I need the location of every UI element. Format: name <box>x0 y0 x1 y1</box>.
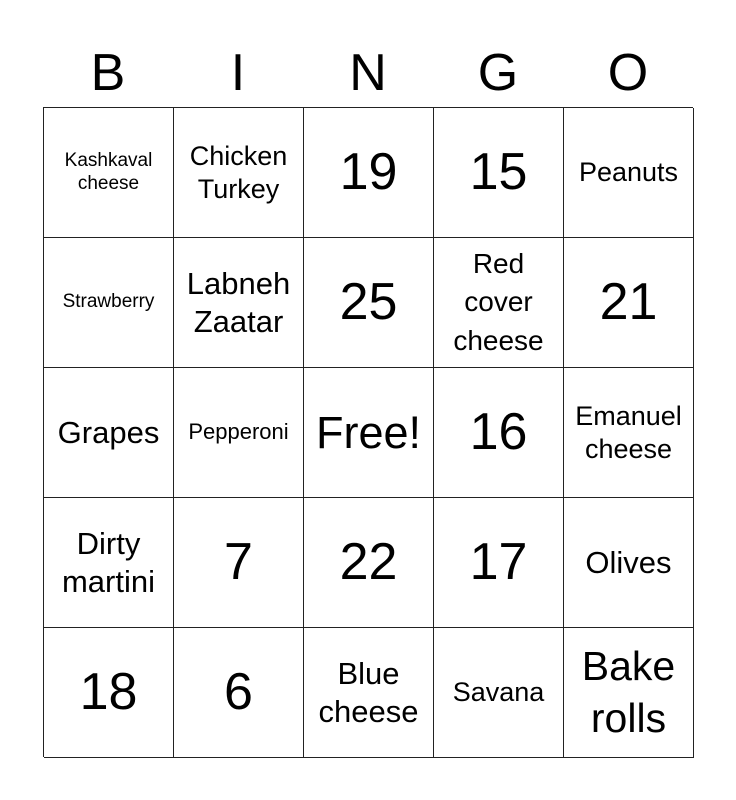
bingo-cell-r3-c1[interactable]: Grapes <box>44 368 174 498</box>
bingo-cell-r4-c1[interactable]: Dirty martini <box>44 498 174 628</box>
bingo-cell-r1-c3[interactable]: 19 <box>304 108 434 238</box>
bingo-cell-r1-c1[interactable]: Kashkaval cheese <box>44 108 174 238</box>
bingo-cell-r4-c4[interactable]: 17 <box>434 498 564 628</box>
bingo-cell-r2-c2[interactable]: Labneh Zaatar <box>174 238 304 368</box>
bingo-cell-r2-c1[interactable]: Strawberry <box>44 238 174 368</box>
bingo-cell-r5-c2[interactable]: 6 <box>174 628 304 758</box>
bingo-cell-r2-c3[interactable]: 25 <box>304 238 434 368</box>
bingo-cell-r3-c2[interactable]: Pepperoni <box>174 368 304 498</box>
bingo-cell-r1-c2[interactable]: Chicken Turkey <box>174 108 304 238</box>
bingo-cell-r3-c4[interactable]: 16 <box>434 368 564 498</box>
header-letter-i: I <box>230 44 246 102</box>
header-letter-n: N <box>349 44 387 102</box>
bingo-header <box>43 40 693 106</box>
bingo-cell-r2-c4[interactable]: Red cover cheese <box>434 238 564 368</box>
bingo-card <box>43 107 693 757</box>
bingo-cell-r5-c5[interactable]: Bake rolls <box>564 628 694 758</box>
bingo-cell-r1-c4[interactable]: 15 <box>434 108 564 238</box>
bingo-cell-r1-c5[interactable]: Peanuts <box>564 108 694 238</box>
free-space-cell[interactable]: Free! <box>304 368 434 498</box>
bingo-cell-r4-c3[interactable]: 22 <box>304 498 434 628</box>
bingo-cell-r3-c5[interactable]: Emanuel cheese <box>564 368 694 498</box>
header-letter-b: B <box>90 44 126 102</box>
header-letter-o: O <box>607 44 649 102</box>
bingo-cell-r4-c5[interactable]: Olives <box>564 498 694 628</box>
header-letter-g: G <box>477 44 519 102</box>
bingo-cell-r2-c5[interactable]: 21 <box>564 238 694 368</box>
bingo-cell-r5-c4[interactable]: Savana <box>434 628 564 758</box>
bingo-cell-r4-c2[interactable]: 7 <box>174 498 304 628</box>
bingo-cell-r5-c1[interactable]: 18 <box>44 628 174 758</box>
bingo-cell-r5-c3[interactable]: Blue cheese <box>304 628 434 758</box>
